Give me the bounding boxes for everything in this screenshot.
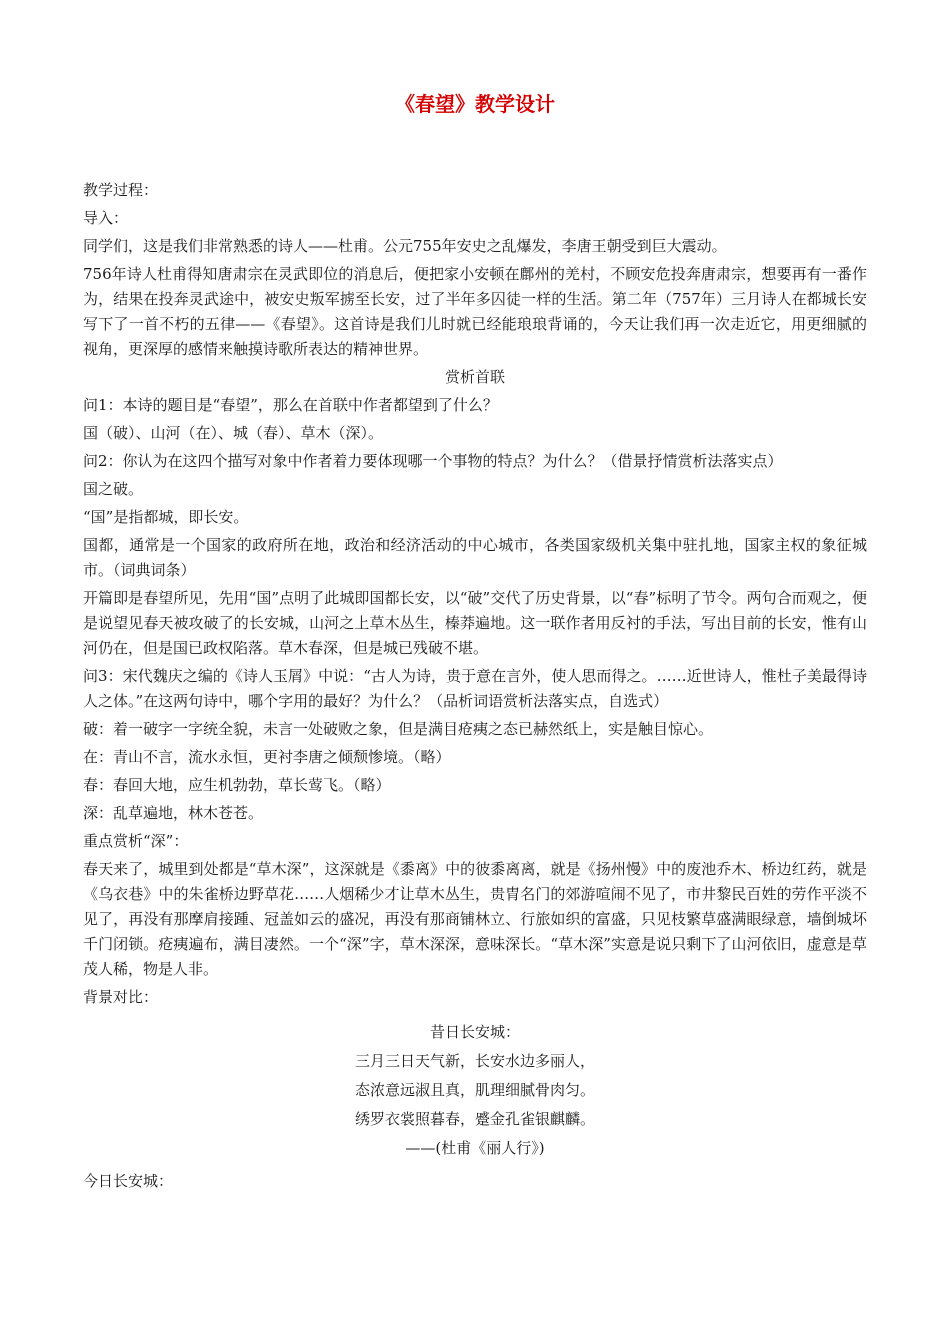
poem-heading: 昔日长安城： [429,1023,520,1041]
body-paragraph: 开篇即是春望所见，先用“国”点明了此城即国都长安，以“破”交代了历史背景，以“春”标明了节令。两句合而观之，便是说望见春天被攻破了的长安城，山河之上草木丛生，榛莽遍地。这一联作者用反衬的手法，写出目前的长安，惟有山河仍在，但是国已政权陷落。草木春深，但是城已残破不堪。 [83,589,867,657]
body-paragraph: 国都，通常是一个国家的政府所在地，政治和经济活动的中心城市，各类国家级机关集中驻扎地，国家主权的象征城市。（词典词条） [83,536,867,579]
document-title: 《春望》教学设计 [395,92,555,116]
poem-attribution: ——(杜甫《丽人行》) [405,1139,545,1157]
body-paragraph: “国”是指都城，即长安。 [83,508,249,526]
answer-zai: 在：青山不言，流水永恒，更衬李唐之倾颓惨境。（略） [83,748,451,766]
poem-line: 态浓意远淑且真，肌理细腻骨肉匀。 [354,1081,595,1099]
body-paragraph: 756年诗人杜甫得知唐肃宗在灵武即位的消息后，便把家小安顿在鄜州的羌村，不顾安危投奔唐肃宗，想要再有一番作为，结果在投奔灵武途中，被安史叛军掳至长安，过了半年多囚徒一样的生活。第二年（757年）三月诗人在都城长安写下了一首不朽的五律——《春望》。这首诗是我们儿时就已经能琅琅背诵的，今天让我们再一次走近它，用更细腻的视角，更深厚的感情来触摸诗歌所表达的精神世界。 [83,265,867,358]
section-label-key-analysis: 重点赏析“深”： [83,832,189,850]
question-2: 问2：你认为在这四个描写对象中作者着力要体现哪一个事物的特点？为什么？（借景抒情赏析法落实点） [83,452,783,470]
section-label-background: 背景对比： [83,988,159,1006]
body-paragraph: 同学们，这是我们非常熟悉的诗人——杜甫。公元755年安史之乱爆发，李唐王朝受到巨大震动。 [83,237,727,255]
answer-2: 国之破。 [83,480,144,498]
poem-line: 三月三日天气新，长安水边多丽人， [354,1052,595,1070]
question-1: 问1：本诗的题目是“春望”，那么在首联中作者都望到了什么？ [83,396,498,414]
poem-line: 绣罗衣裳照暮春，蹙金孔雀银麒麟。 [354,1110,595,1128]
answer-po: 破：着一破字一字统全貌，未言一处破败之象，但是满目疮痍之态已赫然纸上，实是触目惊心。 [83,720,714,738]
section-label-today: 今日长安城： [83,1172,174,1190]
answer-1: 国（破）、山河（在）、城（春）、草木（深）。 [83,424,384,442]
answer-chun: 春：春回大地，应生机勃勃，草长莺飞。（略） [83,776,391,794]
answer-shen: 深：乱草遍地，林木苍苍。 [83,804,264,822]
body-paragraph: 春天来了，城里到处都是“草木深”，这深就是《黍离》中的彼黍离离，就是《扬州慢》中的废池乔木、桥边红药，就是《乌衣巷》中的朱雀桥边野草花……人烟稀少才让草木丛生，贵胄名门的郊游喧闹不见了，市井黎民百姓的劳作平淡不见了，再没有那摩肩接踵、冠盖如云的盛况，再没有那商铺林立、行旅如织的富盛，只见枝繁草盛满眼绿意，墙倒城坏千门闭锁。疮痍遍布，满目凄然。一个“深”字，草木深深，意味深长。“草木深”实意是说只剩下了山河依旧，虚意是草茂人稀，物是人非。 [83,860,867,978]
section-label-intro: 导入： [83,209,129,227]
section-label-process: 教学过程： [83,181,159,199]
poem-quote [83,1018,867,1163]
section-heading-first-couplet: 赏析首联 [444,368,505,386]
document-body [83,178,867,1197]
question-3: 问3：宋代魏庆之编的《诗人玉屑》中说：“古人为诗，贵于意在言外，使人思而得之。……近世诗人，惟杜子美最得诗人之体。”在这两句诗中，哪个字用的最好？为什么？（品析词语赏析法落实点，自选式） [83,667,867,710]
